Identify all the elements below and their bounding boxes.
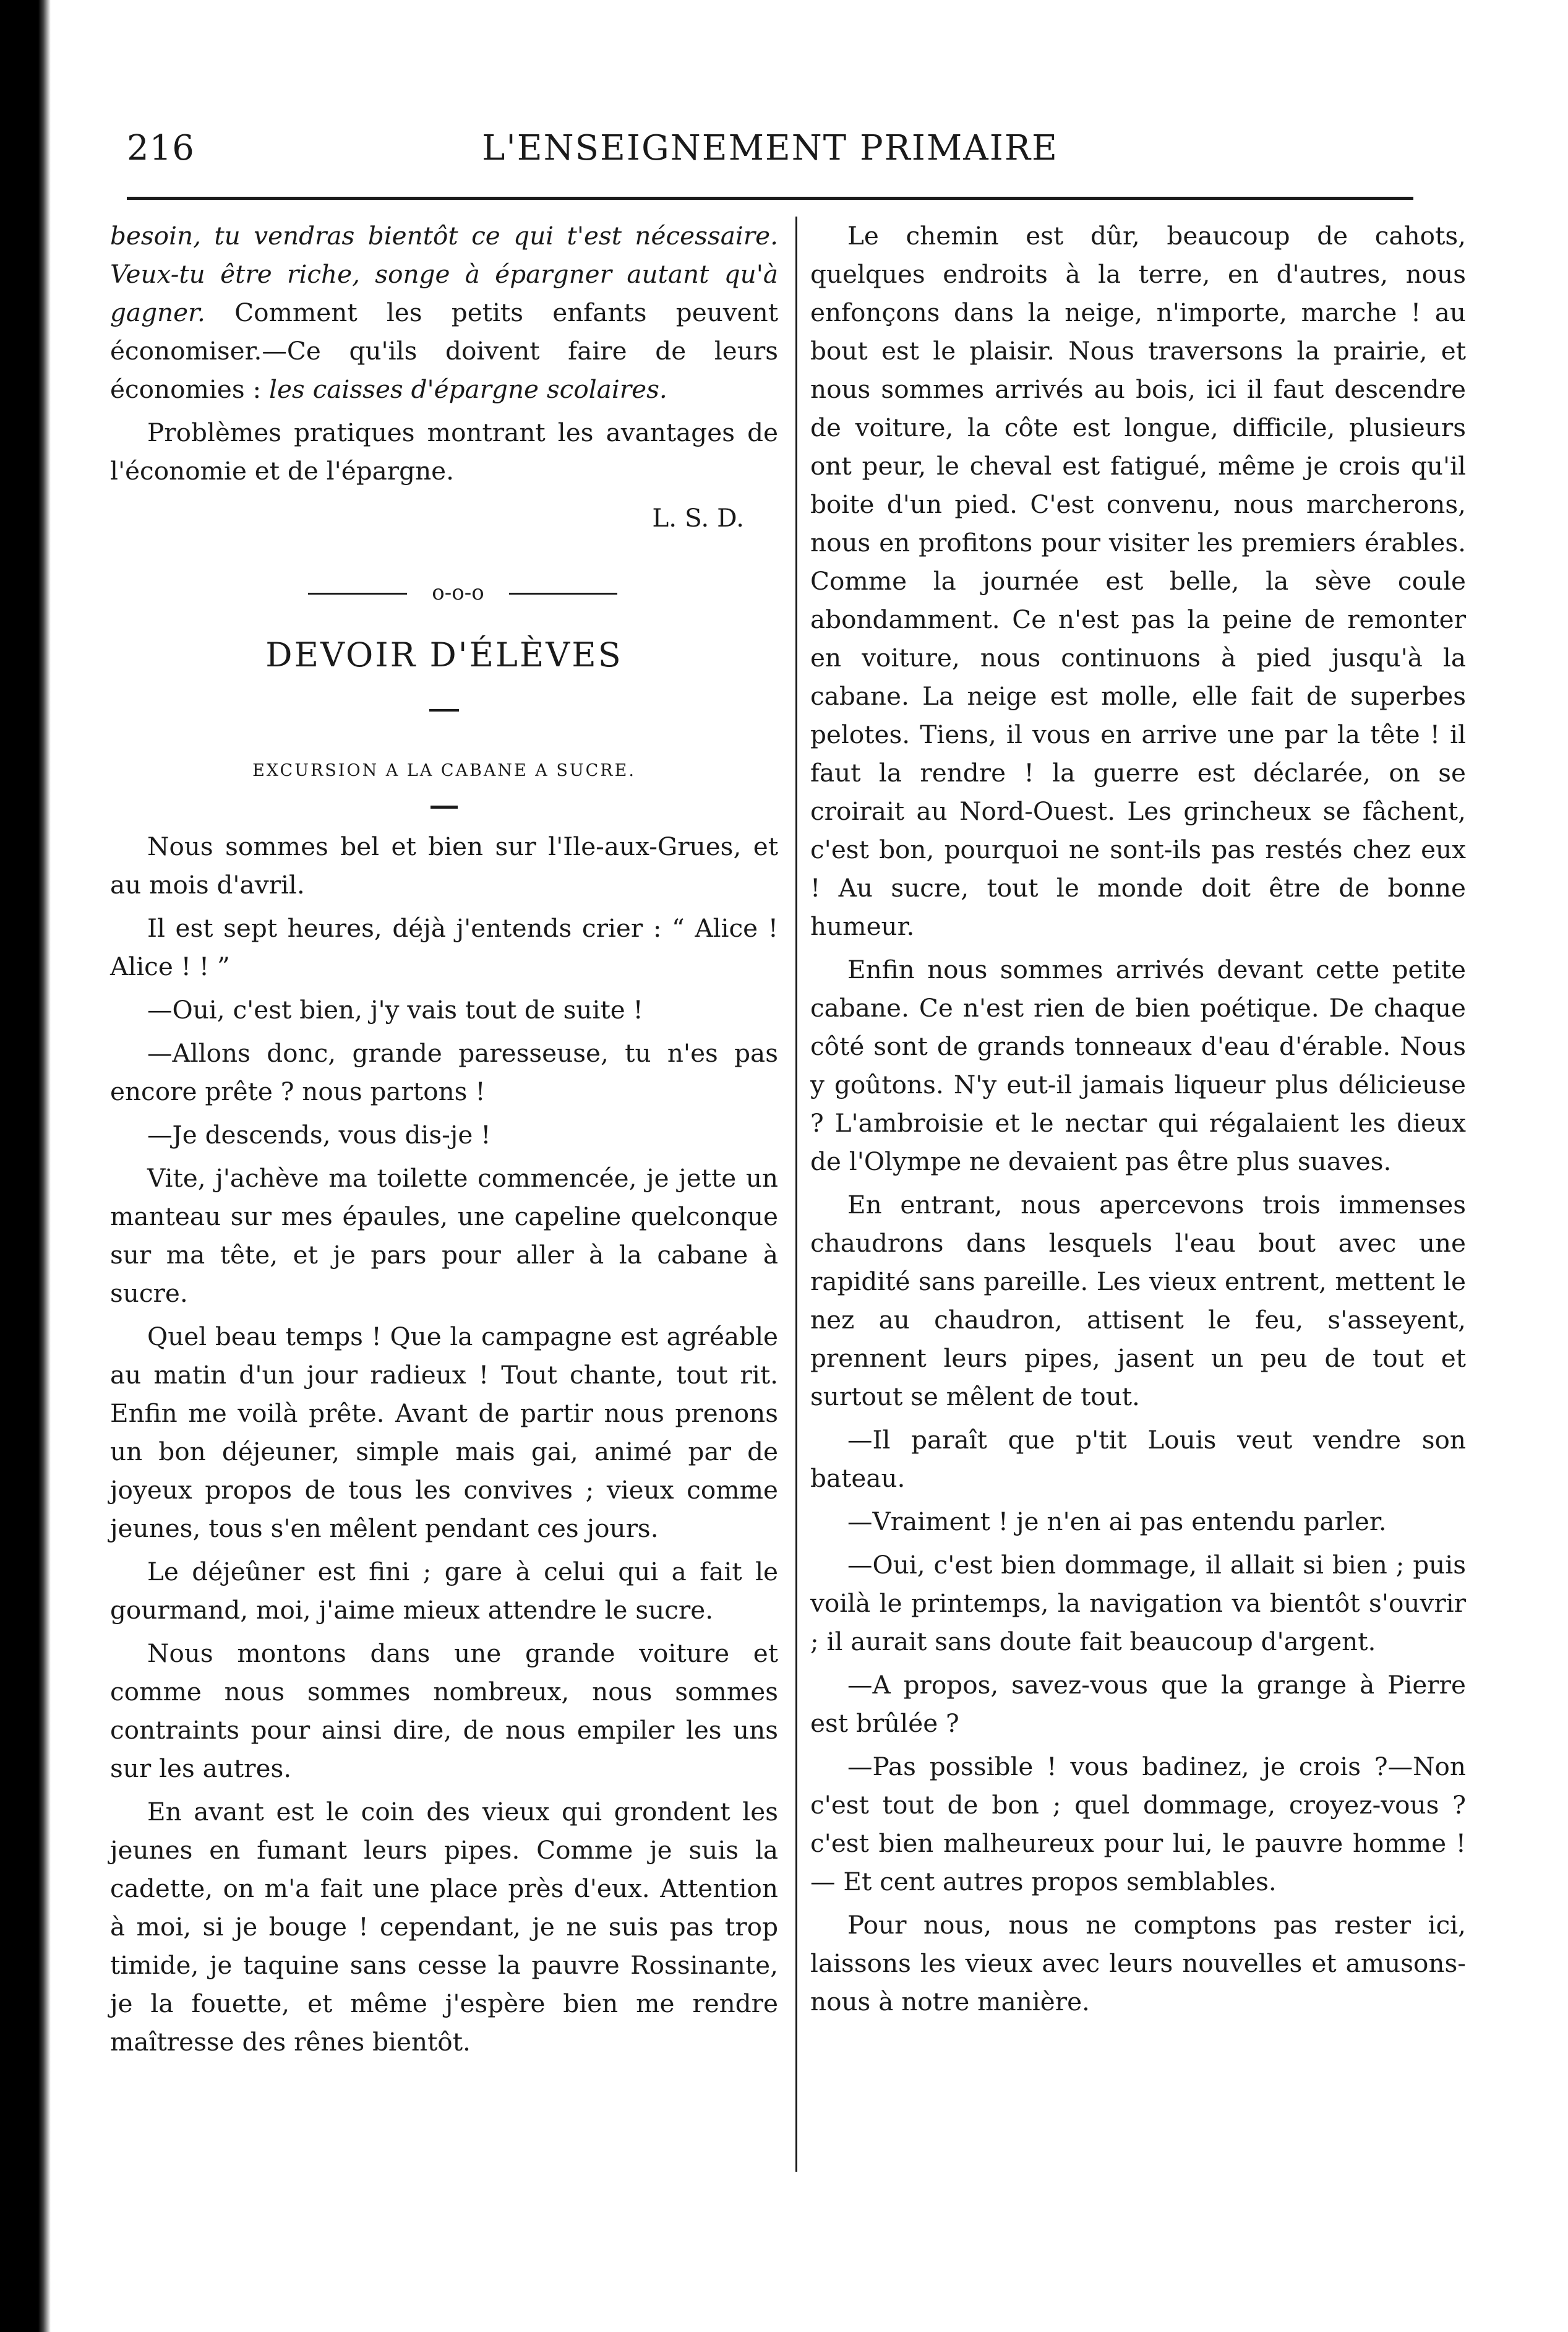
section-title: DEVOIR D'ÉLÈVES — [265, 635, 623, 674]
body-paragraph: —Pas possible ! vous badinez, je crois ?—Non c'est tout de bon ; quel dommage, croyez-vous ? c'est bien malheureux pour lui, le pauvre homme ! — Et cent autres propos semblables. — [810, 1752, 1466, 1896]
section-subtitle: EXCURSION A LA CABANE A SUCRE. — [252, 761, 636, 780]
section-ornament — [110, 580, 778, 605]
body-paragraph: En avant est le coin des vieux qui grondent les jeunes en fumant leurs pipes. Comme je suis la cadette, on m'a fait une place près d'eux. Attention à moi, si je bouge ! cependant, je ne suis pas trop timide, je taquine sans cesse la pauvre Rossinante, je la fouette, et même j'espère bien me rendre maîtresse des rênes bientôt. — [110, 1797, 778, 2057]
scan-binding-edge — [0, 0, 51, 2332]
body-paragraph: Le déjeûner est fini ; gare à celui qui a fait le gourmand, moi, j'aime mieux attendre le sucre. — [110, 1557, 778, 1625]
body-paragraph: Le chemin est dûr, beaucoup de cahots, quelques endroits à la terre, en d'autres, nous enfonçons dans la neige, n'importe, marche ! au bout est le plaisir. Nous traversons la prairie, et nous sommes arrivés au bois, ici il faut descendre de voiture, la côte est longue, difficile, plusieurs ont peur, le cheval est fatigué, même je crois qu'il boite d'un pied. C'est convenu, nous marcherons, nous en profitons pour visiter les premiers érables. Comme la journée est belle, la sève coule abondamment. Ce n'est pas la peine de remonter en voiture, nous continuons à pied jusqu'à la cabane. La neige est molle, elle fait de superbes pelotes. Tiens, il vous en arrive une par la tête ! il faut la rendre ! la guerre est déclarée, on se croirait au Nord-Ouest. Les grincheux se fâchent, c'est bon, pourquoi ne sont-ils pas restés chez eux ! Au sucre, tout le monde doit être de bonne humeur. — [810, 221, 1466, 941]
right-column — [810, 217, 1466, 2026]
column-divider — [795, 217, 797, 2172]
title-dash — [429, 709, 459, 712]
intro-text: Comment les petits enfants peuvent économiser.—Ce qu'ils doivent faire de leurs économies : — [110, 298, 778, 404]
body-paragraph: —Allons donc, grande paresseuse, tu n'es pas encore prête ? nous partons ! — [110, 1038, 778, 1106]
ornament-line-left — [308, 593, 407, 595]
intro-italic-end: les caisses d'épargne scolaires. — [269, 374, 667, 404]
subtitle-dash — [431, 806, 458, 809]
body-paragraph: Il est sept heures, déjà j'entends crier : “ Alice ! Alice ! ! ” — [110, 913, 778, 981]
header-rule — [127, 197, 1413, 200]
body-paragraph: —Je descends, vous dis-je ! — [147, 1120, 491, 1150]
ornament-center: o-o-o — [432, 580, 484, 605]
body-paragraph: Nous montons dans une grande voiture et comme nous sommes nombreux, nous sommes contraints pour ainsi dire, de nous empiler les uns sur les autres. — [110, 1638, 778, 1783]
page-number: 216 — [127, 128, 195, 168]
intro-italic-start: besoin, tu vendras bientôt ce qui t'est nécessaire. Veux-tu être riche, songe à épargner autant qu'à gagner. — [110, 221, 778, 327]
left-column — [110, 217, 778, 2066]
author-signature: L. S. D. — [652, 503, 744, 533]
body-paragraph: —Il paraît que p'tit Louis veut vendre son bateau. — [810, 1425, 1466, 1493]
ornament-line-right — [509, 593, 617, 595]
intro-paragraph-2: Problèmes pratiques montrant les avantages de l'économie et de l'épargne. — [110, 418, 778, 486]
body-paragraph: —Oui, c'est bien, j'y vais tout de suite ! — [147, 995, 643, 1025]
body-paragraph: En entrant, nous apercevons trois immenses chaudrons dans lesquels l'eau bout avec une rapidité sans pareille. Les vieux entrent, mettent le nez au chaudron, attisent le feu, s'asseyent, prennent leurs pipes, jasent un peu de tout et surtout se mêlent de tout. — [810, 1190, 1466, 1411]
body-paragraph: Nous sommes bel et bien sur l'Ile-aux-Grues, et au mois d'avril. — [110, 832, 778, 900]
intro-paragraph — [110, 217, 778, 408]
body-paragraph: Pour nous, nous ne comptons pas rester ici, laissons les vieux avec leurs nouvelles et amusons-nous à notre manière. — [810, 1910, 1466, 2016]
body-paragraph: —Vraiment ! je n'en ai pas entendu parler. — [847, 1507, 1387, 1536]
body-paragraph: Vite, j'achève ma toilette commencée, je jette un manteau sur mes épaules, une capeline quelconque sur ma tête, et je pars pour aller à la cabane à sucre. — [110, 1163, 778, 1308]
body-paragraph: —A propos, savez-vous que la grange à Pierre est brûlée ? — [810, 1670, 1466, 1738]
body-paragraph: Quel beau temps ! Que la campagne est agréable au matin d'un jour radieux ! Tout chante, tout rit. Enfin me voilà prête. Avant de partir nous prenons un bon déjeuner, simple mais gai, animé par de joyeux propos de tous les convives ; vieux comme jeunes, tous s'en mêlent pendant ces jours. — [110, 1322, 778, 1543]
body-paragraph: Enfin nous sommes arrivés devant cette petite cabane. Ce n'est rien de bien poétique. De chaque côté sont de grands tonneaux d'eau d'érable. Nous y goûtons. N'y eut-il jamais liqueur plus délicieuse ? L'ambroisie et le nectar qui régalaient les dieux de l'Olympe ne devaient pas être plus suaves. — [810, 955, 1466, 1176]
running-head: L'ENSEIGNEMENT PRIMAIRE — [482, 128, 1058, 168]
page-header — [127, 121, 1413, 176]
body-paragraph: —Oui, c'est bien dommage, il allait si bien ; puis voilà le printemps, la navigation va bientôt s'ouvrir ; il aurait sans doute fait beaucoup d'argent. — [810, 1550, 1466, 1656]
